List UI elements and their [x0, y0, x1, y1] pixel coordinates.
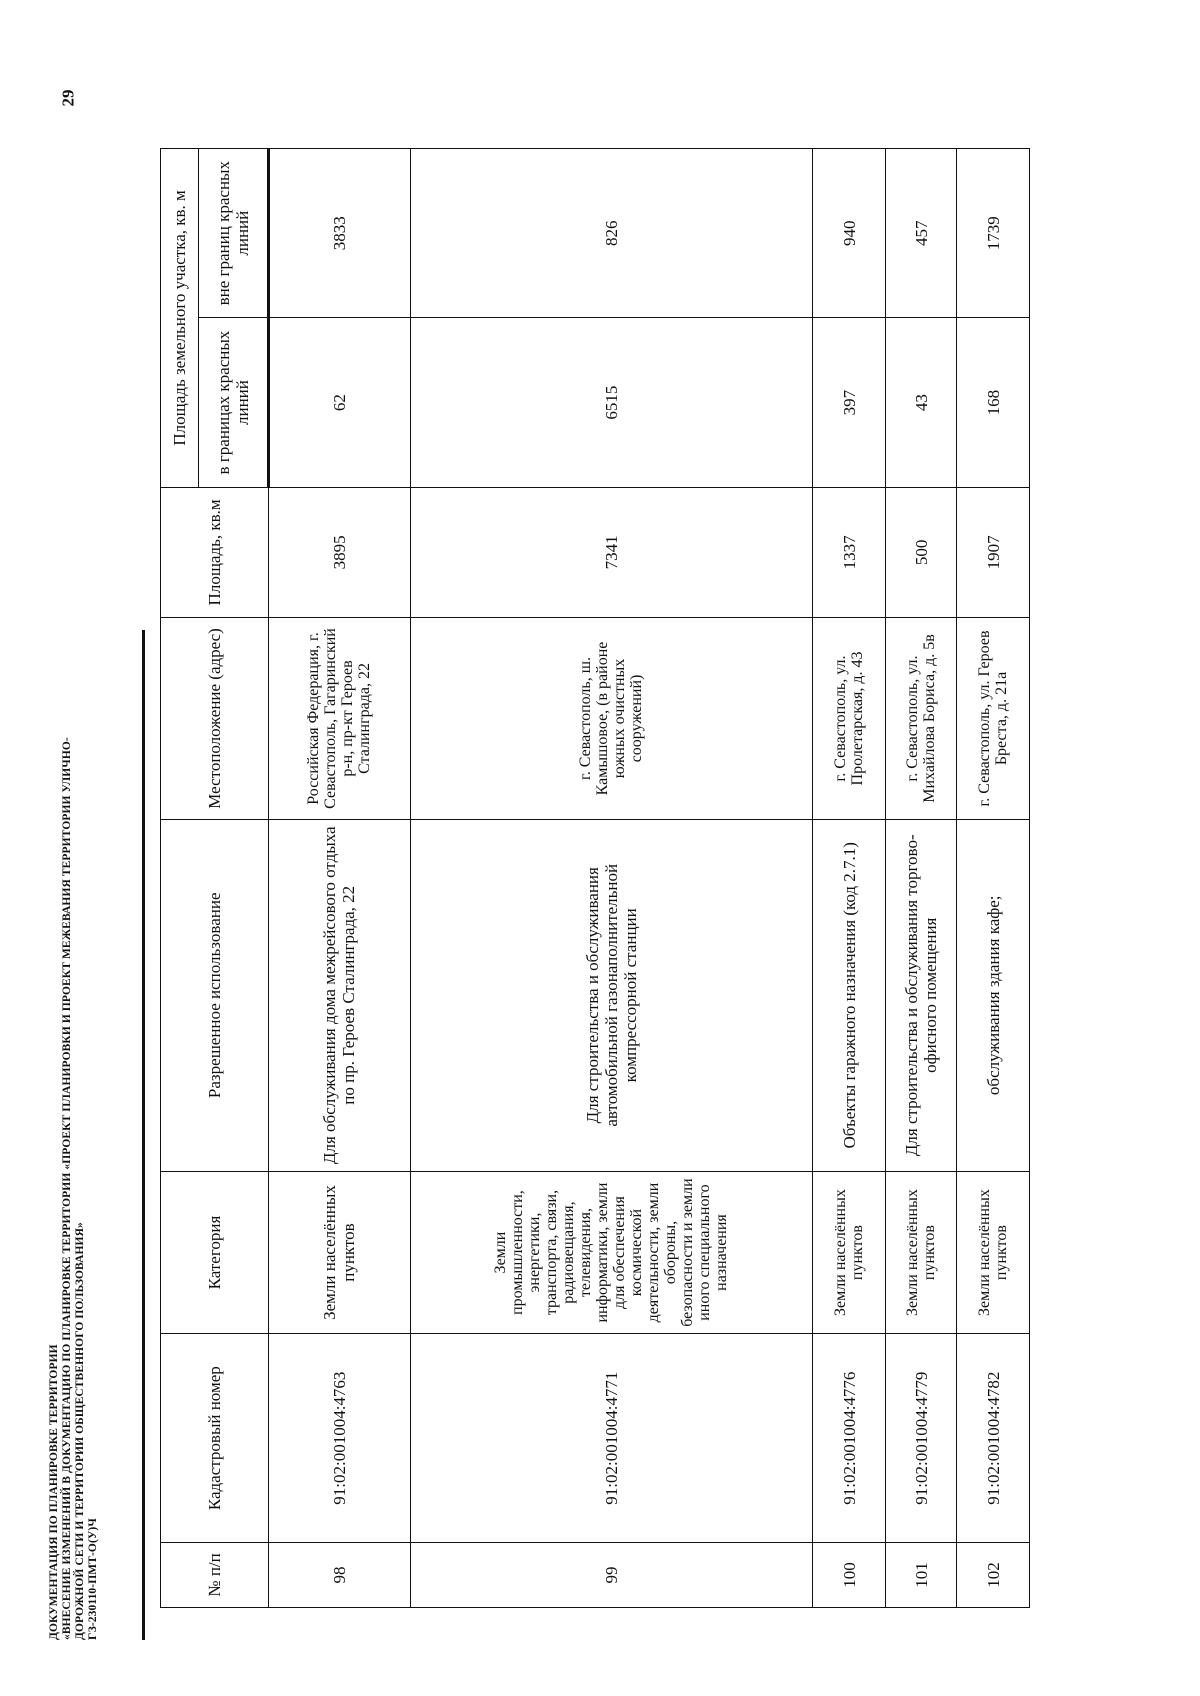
- cell-inside-red: 397: [813, 318, 886, 487]
- cell-permitted-use: обслуживания здания кафе;: [957, 819, 1030, 1171]
- cell-cadastral: 91:02:001004:4776: [813, 1334, 886, 1542]
- col-header-area: Площадь, кв.м: [161, 487, 269, 617]
- cell-area: 3895: [269, 487, 411, 617]
- cell-area: 1337: [813, 487, 886, 617]
- cell-category: Земли населённых пунктов: [813, 1171, 886, 1334]
- cell-inside-red: 43: [886, 318, 957, 487]
- cell-location: г. Севастополь, ш. Камышовое, (в районе южных очистных сооружений): [410, 618, 812, 820]
- cell-location: г. Севастополь, ул. Героев Бреста, д. 21а: [957, 618, 1030, 820]
- cell-num: 102: [957, 1542, 1030, 1607]
- col-header-location: Местоположение (адрес): [161, 618, 269, 820]
- header-line-2: «ВНЕСЕНИЕ ИЗМЕНЕНИЙ В ДОКУМЕНТАЦИЮ ПО ПЛАНИРОВКЕ ТЕРРИТОРИИ «ПРОЕКТ ПЛАНИРОВКИ И ПРОЕКТ МЕЖЕВАНИЯ ТЕРРИТОРИИ УЛИЧНО-: [61, 737, 73, 1640]
- cell-num: 98: [269, 1542, 411, 1607]
- cell-permitted-use: Для строительства и обслуживания автомобильной газонаполнительной компрессорной станции: [410, 819, 812, 1171]
- col-header-num: № п/п: [161, 1542, 269, 1607]
- header-line-3: ДОРОЖНОЙ СЕТИ И ТЕРРИТОРИИ ОБЩЕСТВЕННОГО ПОЛЬЗОВАНИЯ»: [74, 1222, 86, 1640]
- table-row: [957, 149, 1030, 1608]
- col-header-inside-red: в границах красных линий: [199, 318, 269, 487]
- cell-inside-red: 168: [957, 318, 1030, 487]
- cell-inside-red: 62: [269, 318, 411, 487]
- cell-cadastral: 91:02:001004:4771: [410, 1334, 812, 1542]
- cell-outside-red: 3833: [269, 149, 411, 318]
- cell-category: Земли населённых пунктов: [957, 1171, 1030, 1334]
- document-header: [48, 540, 100, 1640]
- cell-outside-red: 457: [886, 149, 957, 318]
- cell-location: Российская Федерация, г. Севастополь, Гагаринский р-н, пр-кт Героев Сталинграда, 22: [269, 618, 411, 820]
- cell-num: 99: [410, 1542, 812, 1607]
- cell-area: 7341: [410, 487, 812, 617]
- cell-category: Земли населённых пунктов: [886, 1171, 957, 1334]
- cell-cadastral: 91:02:001004:4782: [957, 1334, 1030, 1542]
- cell-category: Земли населённых пунктов: [269, 1171, 411, 1334]
- col-header-category: Категория: [161, 1171, 269, 1334]
- cell-cadastral: 91:02:001004:4779: [886, 1334, 957, 1542]
- col-header-cadastral: Кадастровый номер: [161, 1334, 269, 1542]
- cell-num: 100: [813, 1542, 886, 1607]
- cell-num: 101: [886, 1542, 957, 1607]
- cell-outside-red: 826: [410, 149, 812, 318]
- cell-outside-red: 1739: [957, 149, 1030, 318]
- cell-outside-red: 940: [813, 149, 886, 318]
- cell-permitted-use: Для обслуживания дома межрейсового отдыха по пр. Героев Сталинграда, 22: [269, 819, 411, 1171]
- table-row: [813, 149, 886, 1608]
- land-plots-table: [160, 148, 1030, 1608]
- table-row: [886, 149, 957, 1608]
- page-number: 29: [58, 89, 78, 107]
- header-line-4: ГЗ-230110-ПМТ-О(У)Ч: [87, 1518, 99, 1640]
- cell-cadastral: 91:02:001004:4763: [269, 1334, 411, 1542]
- header-line-1: ДОКУМЕНТАЦИЯ ПО ПЛАНИРОВКЕ ТЕРРИТОРИИ: [48, 1344, 60, 1640]
- cell-area: 500: [886, 487, 957, 617]
- cell-location: г. Севастополь, ул. Пролетарская, д. 43: [813, 618, 886, 820]
- col-header-permitted-use: Разрешенное использование: [161, 819, 269, 1171]
- cell-permitted-use: Для строительства и обслуживания торгово-офисного помещения: [886, 819, 957, 1171]
- col-header-plot-area-group: Площадь земельного участка, кв. м: [161, 149, 199, 488]
- cell-category: Земли промышленности, энергетики, транспорта, связи, радиовещания, телевидения, информатики, земли для обеспечения космической деятельности, земли обороны, безопасности и земли иного специального назначения: [410, 1171, 812, 1334]
- cell-permitted-use: Объекты гаражного назначения (код 2.7.1): [813, 819, 886, 1171]
- col-header-outside-red: вне границ красных линий: [199, 149, 269, 318]
- header-divider: [142, 630, 145, 1640]
- cell-area: 1907: [957, 487, 1030, 617]
- cell-inside-red: 6515: [410, 318, 812, 487]
- land-plots-table-wrapper: [160, 148, 1030, 1608]
- cell-location: г. Севастополь, ул. Михайлова Бориса, д. 5в: [886, 618, 957, 820]
- table-row: [410, 149, 812, 1608]
- table-row: [269, 149, 411, 1608]
